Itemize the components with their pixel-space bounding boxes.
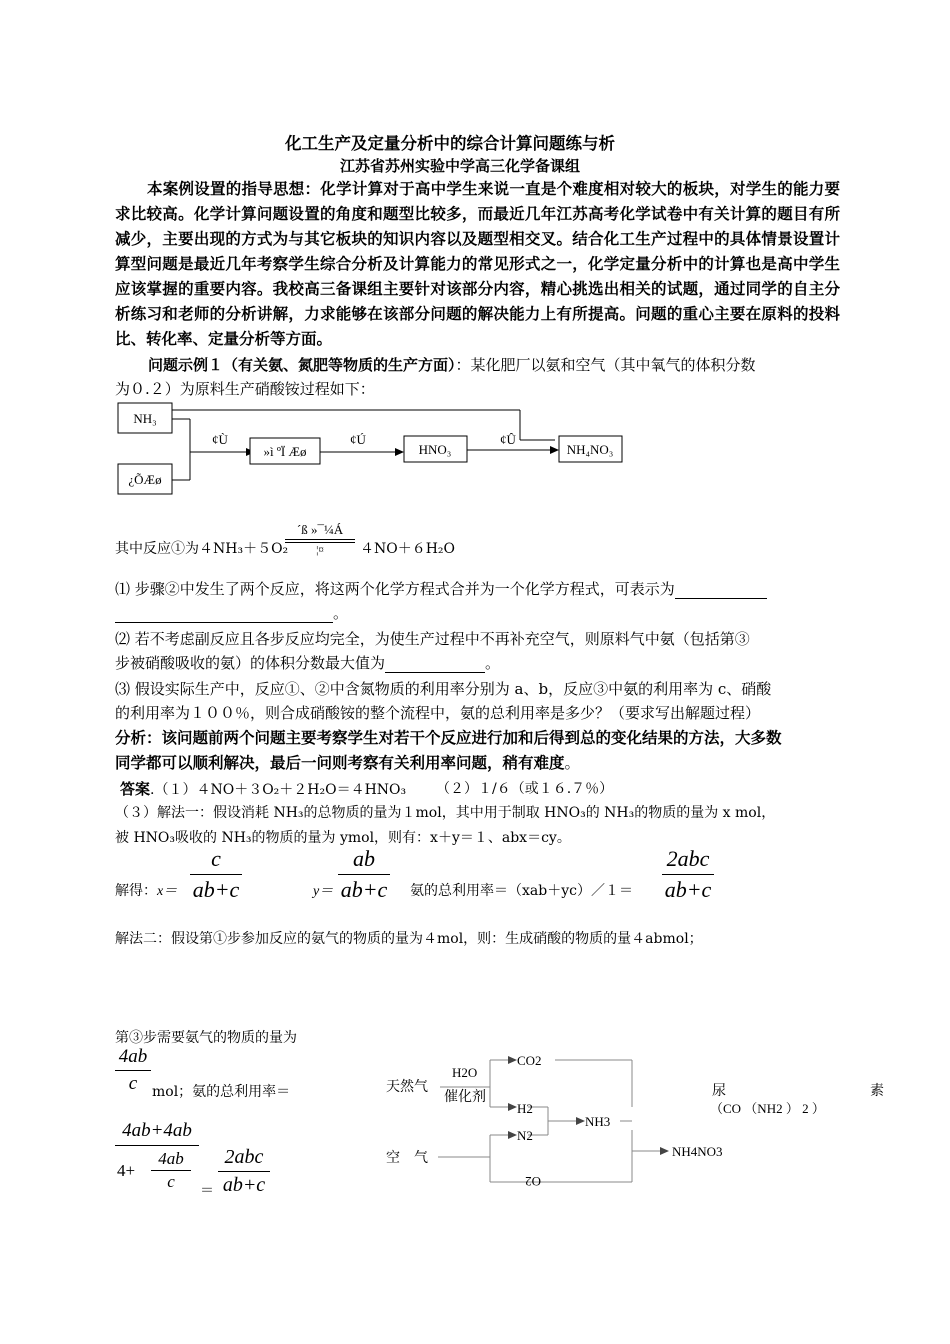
fraction-x-denominator: ab+c [192, 877, 240, 902]
fraction-final-denominator: ab+c [222, 1174, 266, 1196]
flow2-co2: CO2 [517, 1053, 542, 1068]
example-text-1: ：某化肥厂以氨和空气（其中氧气的体积分数 [455, 356, 756, 374]
question-2-line-2 [115, 652, 500, 673]
flow2-nh4no3: NH4NO3 [672, 1144, 723, 1159]
flow2-urea-char-1: 尿 [712, 1084, 726, 1099]
question-1-blank-2 [115, 604, 333, 623]
fraction-y-numerator: ab [353, 846, 375, 871]
solution-2-step3: 第③步需要氨气的物质的量为 [115, 1030, 297, 1046]
question-1-text: ⑴ 步骤②中发生了两个反应，将这两个化学方程式合并为一个化学方程式，可表示为 [115, 580, 675, 598]
fraction-x [190, 846, 242, 903]
answer-line [120, 778, 406, 799]
flow1-step1: ¢Ù [212, 432, 228, 447]
flow2-catalyst: 催化剂 [444, 1090, 486, 1105]
x-equals: x＝ [157, 884, 178, 899]
answer-label: 答案 [120, 780, 151, 798]
y-equals: y＝ [313, 884, 334, 899]
solution-1-line-1: （３）解法一：假设消耗 NH₃的总物质的量为１mol，其中用于制取 HNO₃的 NH₃的物质的量为 x mol， [115, 805, 776, 821]
question-1-blank-1 [675, 580, 767, 599]
question-2-line-1: ⑵ 若不考虑副反应且各步反应均完全，为使生产过程中不再补充空气，则原料气中氨（包括第③ [115, 630, 750, 648]
flow1-nh3: NH₃ [133, 411, 157, 426]
flow2-n2: N2 [517, 1128, 533, 1143]
flow2-nh3: NH3 [585, 1114, 611, 1129]
big-fraction-numerator: 4ab+4ab [122, 1120, 192, 1141]
question-1-line-2 [115, 602, 348, 623]
reaction-1-suffix: ４NO＋６H₂O [360, 541, 456, 557]
intro-paragraph: 本案例设置的指导思想：化学计算对于高中学生来说一直是个难度相对较大的板块，对学生的能力要求比较高。化学计算问题设置的角度和题型比较多，而最近几年江苏高考化学试卷中有关计算的题目有所减少，主要出现的方式为与其它板块的知识内容以及题型相交叉。结合化工生产过程中的具体情景设置计算型问题是最近几年考察学生综合分析及计算能力的常见形式之一，化学定量分析中的计算也是高中学生应该掌握的重要内容。我校高三备课组主要针对该部分内容，精心挑选出相关的试题，通过同学的自主分析练习和老师的分析讲解，力求能够在该部分问题的解决能力上有所提高。问题的重心主要在原料的投料比、转化率、定量分析等方面。 [115, 179, 840, 348]
reaction-condition-catalyst: ´ß »¯¼Á [296, 522, 344, 537]
solution-2-mol-text: mol；氨的总利用率＝ [152, 1084, 291, 1100]
solution-2-line: 解法二：假设第①步参加反应的氨气的物质的量为４mol，则：生成硝酸的物质的量４abmol； [115, 931, 703, 947]
fraction-total-numerator: 2abc [666, 846, 710, 871]
flow1-hno3: HNO₃ [418, 442, 452, 457]
equals-sign [285, 539, 355, 543]
flow1-mix: »ì ºÏ Æø [263, 444, 307, 459]
example-line-2: 为０.２）为原料生产硝酸铵过程如下： [115, 380, 375, 398]
flow2-o2: O2 [525, 1174, 541, 1189]
fraction-step3 [115, 1046, 151, 1095]
flow2-natural-gas: 天然气 [386, 1080, 428, 1095]
flow1-nh4no3: NH₄NO₃ [566, 442, 614, 457]
analysis-line-1: 分析：该问题前两个问题主要考察学生对若干个反应进行加和后得到总的变化结果的方法，大多数 [115, 728, 782, 747]
flow2-urea-formula: （CO （NH2 ） 2 ） [710, 1101, 825, 1116]
analysis-end: 。 [564, 754, 581, 772]
flow1-step2: ¢Ú [350, 432, 366, 447]
page-title: 化工生产及定量分析中的综合计算问题练与析 [285, 134, 615, 153]
fraction-step3-denominator: c [128, 1073, 138, 1094]
fraction-x-numerator: c [211, 846, 221, 871]
flow1-step3: ¢Û [500, 432, 516, 447]
fraction-small-numerator: 4ab [158, 1149, 184, 1168]
fraction-y [338, 846, 390, 903]
total-utilization-label: 氨的总利用率＝（xab＋yc）／１＝ [410, 883, 633, 899]
flow1-air: ¿ÕÆø [128, 472, 162, 487]
analysis-bold-text: 同学都可以顺利解决，最后一问则考察有关利用率问题，稍有难度 [115, 753, 565, 772]
big-fraction [115, 1120, 199, 1195]
flow2-urea-char-2: 素 [870, 1084, 884, 1099]
flow2-h2: H2 [517, 1101, 533, 1116]
ammonium-nitrate-urea-flow-diagram [380, 1045, 884, 1195]
answer-part-1: .（１）４NO＋３O₂＋２H₂O＝４HNO₃ [150, 782, 407, 798]
reaction-1-arrow [285, 522, 355, 556]
question-3-line-1: ⑶ 假设实际生产中，反应①、②中含氮物质的利用率分别为 a、b，反应③中氨的利用率为 c、硝酸 [115, 680, 772, 698]
page-subtitle: 江苏省苏州实验中学高三化学备课组 [340, 157, 581, 175]
example-label: 问题示例１（有关氨、氮肥等物质的生产方面） [148, 356, 456, 374]
fraction-step3-numerator: 4ab [118, 1046, 148, 1067]
final-equals: ＝ [200, 1183, 214, 1199]
reaction-condition-heat: ¦¤ [316, 544, 324, 556]
question-2-blank [385, 654, 485, 673]
fraction-total-denominator: ab+c [664, 877, 712, 902]
fraction-small [151, 1149, 191, 1192]
solution-1-line-2: 被 HNO₃吸收的 NH₃的物质的量为 ymol，则有：x＋y＝１、abx＝cy。 [115, 830, 571, 846]
fraction-small-denominator: c [167, 1172, 175, 1191]
analysis-line-2 [115, 751, 580, 773]
fraction-total [662, 846, 714, 903]
fraction-final-numerator: 2abc [224, 1146, 264, 1168]
fraction-y-denominator: ab+c [340, 877, 388, 902]
flow2-air: 空 气 [386, 1151, 428, 1166]
flow2-h2o: H2O [452, 1065, 478, 1080]
question-2-text: 步被硝酸吸收的氨）的体积分数最大值为 [115, 654, 386, 672]
solve-label [115, 880, 177, 900]
question-2-end: 。 [485, 654, 501, 672]
answer-part-2: （２）１/６（或１６.７％） [436, 781, 614, 797]
nitric-acid-flow-diagram [110, 400, 630, 500]
question-3-line-2: 的利用率为１００％，则合成硝酸铵的整个流程中，氨的总利用率是多少？（要求写出解题过程） [115, 704, 761, 722]
question-1-end: 。 [333, 604, 349, 622]
reaction-1-prefix: 其中反应①为４NH₃＋５O₂ [115, 541, 289, 557]
solve-label-text: 解得： [115, 883, 157, 899]
question-1-line-1 [115, 578, 767, 599]
example-line-1 [148, 354, 756, 375]
big-fraction-den-left: 4+ [117, 1161, 136, 1180]
fraction-final [218, 1146, 270, 1197]
